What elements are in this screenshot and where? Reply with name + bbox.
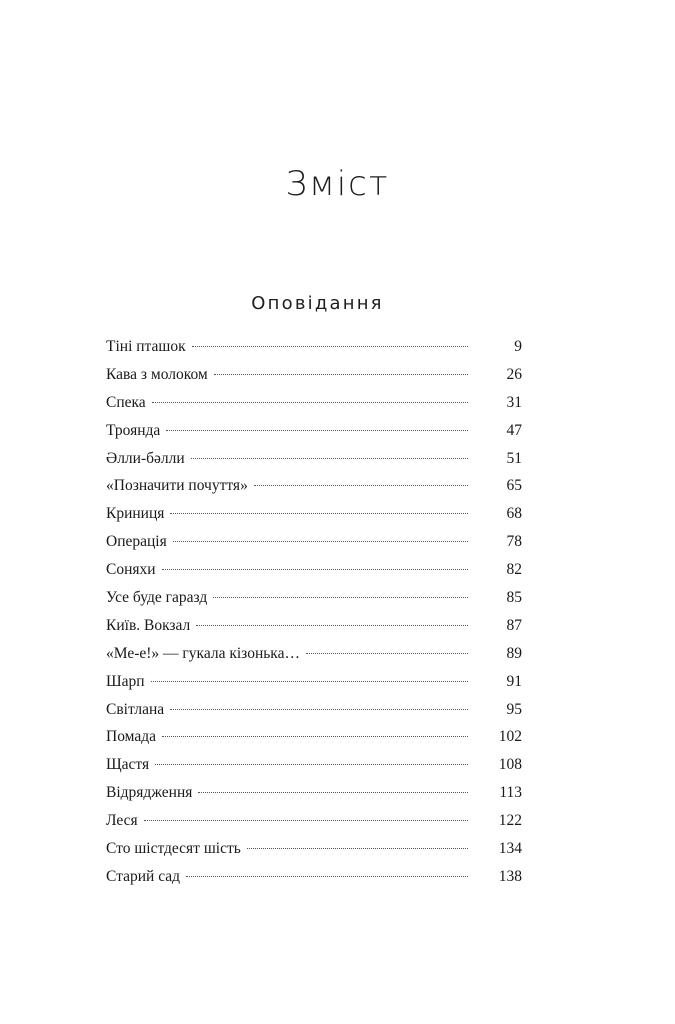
toc-entry-title: Троянда	[106, 421, 161, 439]
dot-leader	[144, 820, 468, 821]
dot-leader	[306, 653, 468, 654]
toc-entry-page-number: 85	[506, 589, 522, 607]
toc-entry-page-number: 9	[514, 338, 522, 355]
dot-leader	[213, 597, 468, 598]
toc-entry-page-number: 95	[506, 700, 522, 718]
toc-entry-title: Криниця	[106, 505, 165, 523]
dot-leader	[247, 848, 468, 849]
toc-entry[interactable]	[106, 668, 522, 696]
dot-leader	[155, 764, 468, 765]
table-of-contents	[106, 333, 522, 891]
toc-entry[interactable]	[106, 751, 522, 779]
toc-entry[interactable]	[106, 584, 522, 612]
toc-entry-page-number: 89	[506, 644, 522, 662]
dot-leader	[170, 709, 468, 710]
dot-leader	[170, 513, 468, 514]
toc-entry-title: Сто шістдесят шість	[106, 840, 241, 858]
toc-entry[interactable]	[106, 528, 522, 556]
toc-entry-title: Операція	[106, 533, 167, 551]
toc-entry-title: Спека	[106, 393, 146, 411]
toc-entry-page-number: 31	[506, 393, 522, 411]
dot-leader	[198, 792, 468, 793]
toc-entry-page-number: 51	[506, 449, 522, 467]
toc-entry-page-number: 134	[498, 840, 522, 858]
toc-entry-title: Леся	[106, 812, 138, 830]
toc-entry-page-number: 138	[498, 867, 522, 885]
toc-entry-page-number: 78	[506, 533, 522, 551]
toc-entry-title: Старий сад	[106, 867, 181, 885]
toc-entry-page-number: 113	[499, 784, 522, 802]
toc-entry[interactable]	[106, 612, 522, 640]
toc-entry[interactable]	[106, 472, 522, 500]
toc-entry-page-number: 82	[506, 561, 522, 579]
section-title: Оповідання	[251, 293, 384, 314]
toc-entry-page-number: 87	[506, 616, 522, 634]
dot-leader	[166, 430, 468, 431]
toc-entry[interactable]	[106, 361, 522, 389]
toc-entry[interactable]	[106, 556, 522, 584]
toc-entry[interactable]	[106, 417, 522, 445]
page-title: Зміст	[285, 164, 390, 204]
dot-leader	[173, 541, 468, 542]
toc-entry[interactable]	[106, 723, 522, 751]
dot-leader	[152, 402, 468, 403]
toc-entry-title: «Позначити почуття»	[106, 477, 248, 495]
toc-entry-title: Шарп	[106, 672, 145, 690]
toc-entry[interactable]	[106, 863, 522, 891]
toc-entry[interactable]	[106, 696, 522, 724]
toc-entry-title: «Ме-е!» — гукала кізонька…	[106, 644, 300, 662]
toc-entry-page-number: 102	[498, 728, 522, 746]
toc-entry-title: Помада	[106, 728, 156, 746]
dot-leader	[186, 876, 468, 877]
toc-entry-page-number: 68	[506, 505, 522, 523]
toc-entry[interactable]	[106, 333, 522, 361]
toc-entry[interactable]	[106, 445, 522, 473]
toc-entry-page-number: 26	[506, 365, 522, 383]
dot-leader	[196, 625, 468, 626]
toc-entry-title: Світлана	[106, 700, 165, 718]
toc-entry-title: Щастя	[106, 756, 150, 774]
toc-entry-page-number: 47	[506, 421, 522, 439]
toc-entry-title: Київ. Вокзал	[106, 616, 191, 634]
dot-leader	[254, 485, 468, 486]
toc-entry-title: Усе буде гаразд	[106, 589, 208, 607]
toc-entry-page-number: 91	[506, 672, 522, 690]
dot-leader	[162, 736, 468, 737]
toc-entry-title: Соняхи	[106, 561, 156, 579]
toc-entry[interactable]	[106, 807, 522, 835]
toc-entry[interactable]	[106, 835, 522, 863]
dot-leader	[192, 346, 468, 347]
dot-leader	[214, 374, 468, 375]
toc-entry[interactable]	[106, 389, 522, 417]
toc-entry[interactable]	[106, 500, 522, 528]
toc-entry[interactable]	[106, 779, 522, 807]
dot-leader	[162, 569, 468, 570]
dot-leader	[151, 681, 468, 682]
dot-leader	[191, 458, 468, 459]
toc-entry-title: Тіні пташок	[106, 338, 186, 355]
toc-entry-page-number: 122	[498, 812, 522, 830]
toc-entry[interactable]	[106, 640, 522, 668]
toc-entry-page-number: 108	[498, 756, 522, 774]
toc-entry-title: Відрядження	[106, 784, 193, 802]
toc-entry-title: Кава з молоком	[106, 365, 208, 383]
toc-entry-page-number: 65	[506, 477, 522, 495]
toc-entry-title: Әлли-бәлли	[106, 449, 185, 467]
